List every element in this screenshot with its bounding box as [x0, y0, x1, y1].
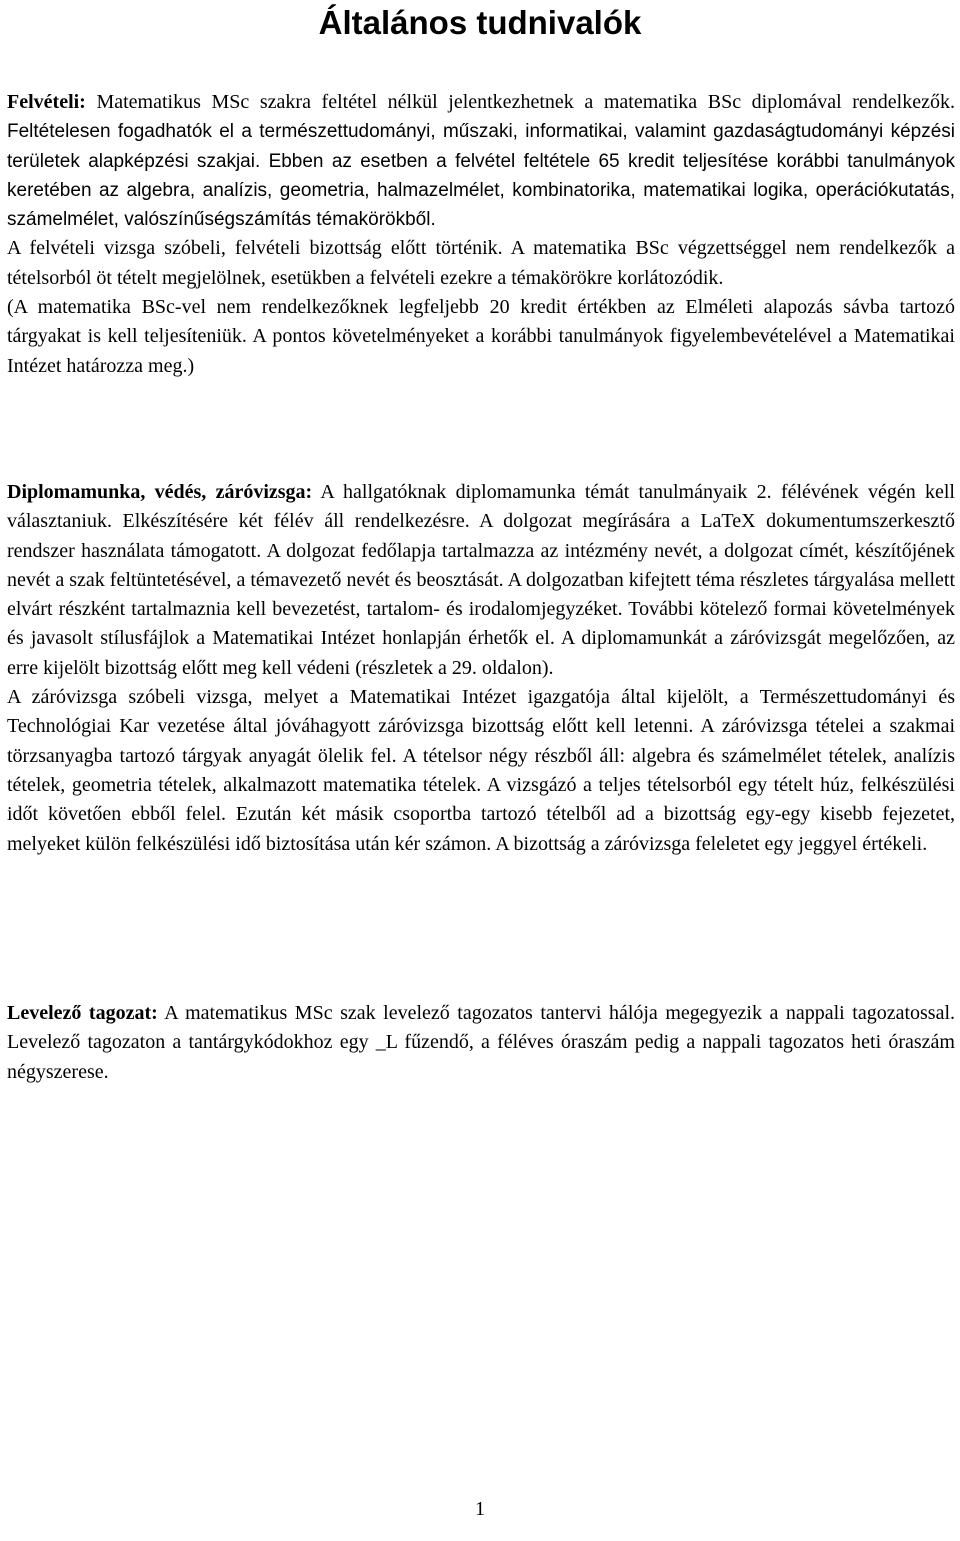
paragraph-text: Feltételesen fogadhatók el a természettudományi, műszaki, informatikai, valamint gazdaságtudományi képzési területek alapképzési szakjai. Ebben az esetben a felvétel feltétele 65 kredit teljesítése korábbi tanulmányok keretében az algebra, analízis, geometria, halmazelmélet, kombinatorika, matematikai logika, operációkutatás, számelmélet, valószínűségszámítás témakörökből. [7, 121, 955, 231]
paragraph-text: A hallgatóknak diplomamunka témát tanulmányaik 2. félévének végén kell választaniuk. Elkészítésére két félév áll rendelkezésre. A dolgozat megírására a LaTeX dokumentumszerkesztő rendszer használata támogatott. A dolgozat fedőlapja tartalmazza az intézmény nevét, a dolgozat címét, készítőjének nevét a szak feltüntetésével, a témavezető nevét és beosztását. A dolgozatban kifejtett téma részletes tárgyalása mellett elvárt részként tartalmaznia kell bevezetést, tartalom- és irodalomjegyzéket. További kötelező formai követelmények és javasolt stílusfájlok a Matematikai Intézet honlapján érhetők el. A diplomamunkát a záróvizsgát megelőzően, az erre kijelölt bizottság előtt meg kell védeni (részletek a 29. oldalon). [7, 481, 955, 679]
section-heading: Levelező tagozat: [7, 1002, 158, 1024]
paragraph [7, 999, 955, 1087]
page-number: 1 [475, 1498, 485, 1520]
paragraph: A záróvizsga szóbeli vizsga, melyet a Matematikai Intézet igazgatója által kijelölt, a Természettudományi és Technológiai Kar vezetése által jóváhagyott záróvizsga bizottság előtt kell letenni. A záróvizsga tételei a szakmai törzsanyagba tartozó tárgyak anyagát ölelik fel. A tételsor négy részből áll: algebra és számelmélet tételek, analízis tételek, geometria tételek, alkalmazott matematika tételek. A vizsgázó a teljes tételsorból egy tételt húz, felkészülési időt követően ebből felel. Ezután két másik csoportba tartozó tételből ad a bizottság egy-egy kisebb fejezetet, melyeket külön felkészülési idő biztosítása után kér számon. A bizottság a záróvizsga feleletet egy jeggyel értékeli. [7, 686, 955, 855]
paragraph-text: A matematikus MSc szak levelező tagozatos tantervi hálója megegyezik a nappali tagozatossal. Levelező tagozaton a tantárgykódokhoz egy _L fűzendő, a féléves óraszám pedig a nappali tagozatos heti óraszám négyszerese. [7, 1002, 956, 1083]
section-levelezo-tagozat [7, 999, 955, 1087]
paragraph [7, 478, 955, 683]
section-heading: Diplomamunka, védés, záróvizsga: [7, 481, 313, 503]
section-diplomamunka [7, 478, 955, 859]
paragraph-text: Matematikus MSc szakra feltétel nélkül jelentkezhetnek a matematika BSc diplomával rendelkezők. [85, 91, 955, 113]
paragraph: A felvételi vizsga szóbeli, felvételi bizottság előtt történik. A matematika BSc végzettséggel nem rendelkezők a tételsorból öt tételt megjelölnek, esetükben a felvételi ezekre a témakörökre korlátozódik. [7, 237, 955, 289]
section-heading: Felvételi: [7, 91, 86, 113]
paragraph: (A matematika BSc-vel nem rendelkezőknek legfeljebb 20 kredit értékben az Elméleti alapozás sávba tartozó tárgyakat is kell teljesíteniük. A pontos követelményeket a korábbi tanulmányok figyelembevételével a Matematikai Intézet határozza meg.) [7, 296, 955, 377]
paragraph [7, 88, 955, 234]
page-title: Általános tudnivalók [318, 4, 642, 41]
section-felveteli [7, 88, 955, 381]
